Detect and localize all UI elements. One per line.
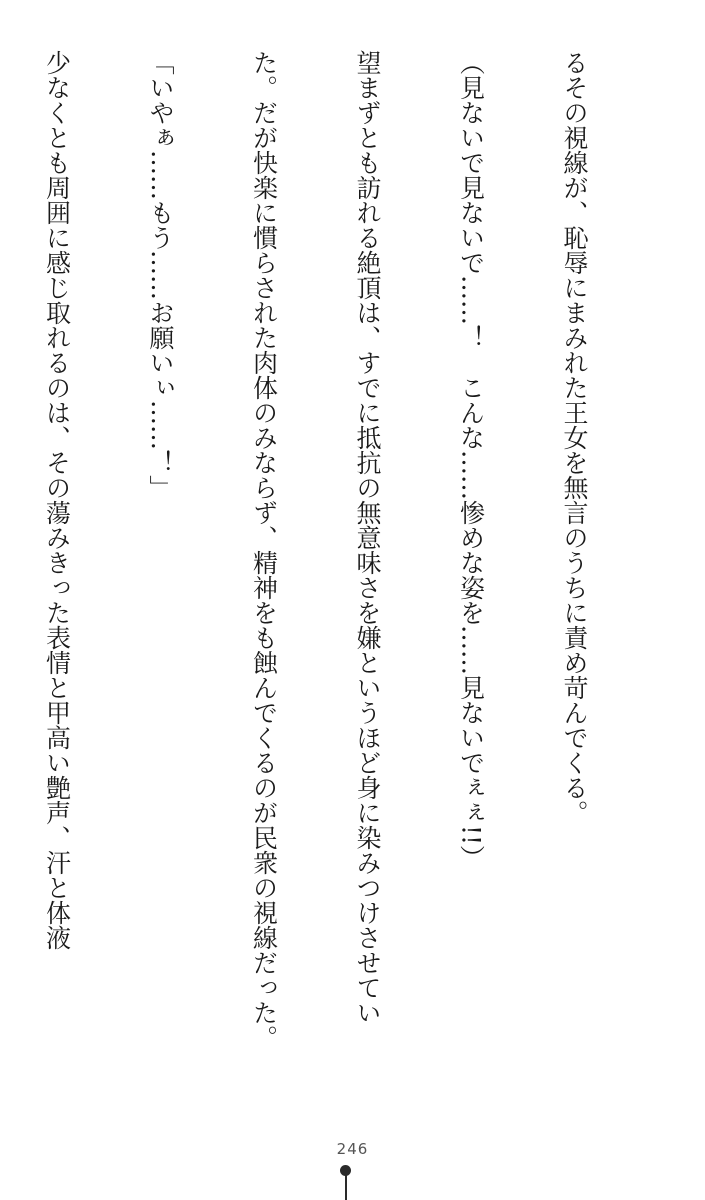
text-column-3: 望まずとも訪れる絶頂は、すでに抵抗の無意味さを嫌というほど身に染みつけさせてい: [353, 50, 382, 1025]
folio-line: [345, 1175, 347, 1200]
text-column-5: 「いやぁ……もう……お願いぃ……！」: [146, 50, 175, 500]
text-column-4: た。だが快楽に慣らされた肉体のみならず、精神をも蝕んでくるのが民衆の視線だった。: [249, 50, 279, 1050]
vertical-text-body: [0, 50, 660, 1100]
text-column-2: （見ないで見ないで……！ こんな……惨めな姿を……見ないでぇぇ!!）: [456, 50, 486, 871]
page-number: 246: [336, 1140, 369, 1158]
text-column-6: 少なくとも周囲に感じ取れるのは、その蕩みきった表情と甲高い艶声、汗と体液: [42, 50, 72, 950]
text-column-1: るその視線が、恥辱にまみれた王女を無言のうちに責め苛んでくる。: [560, 50, 589, 825]
